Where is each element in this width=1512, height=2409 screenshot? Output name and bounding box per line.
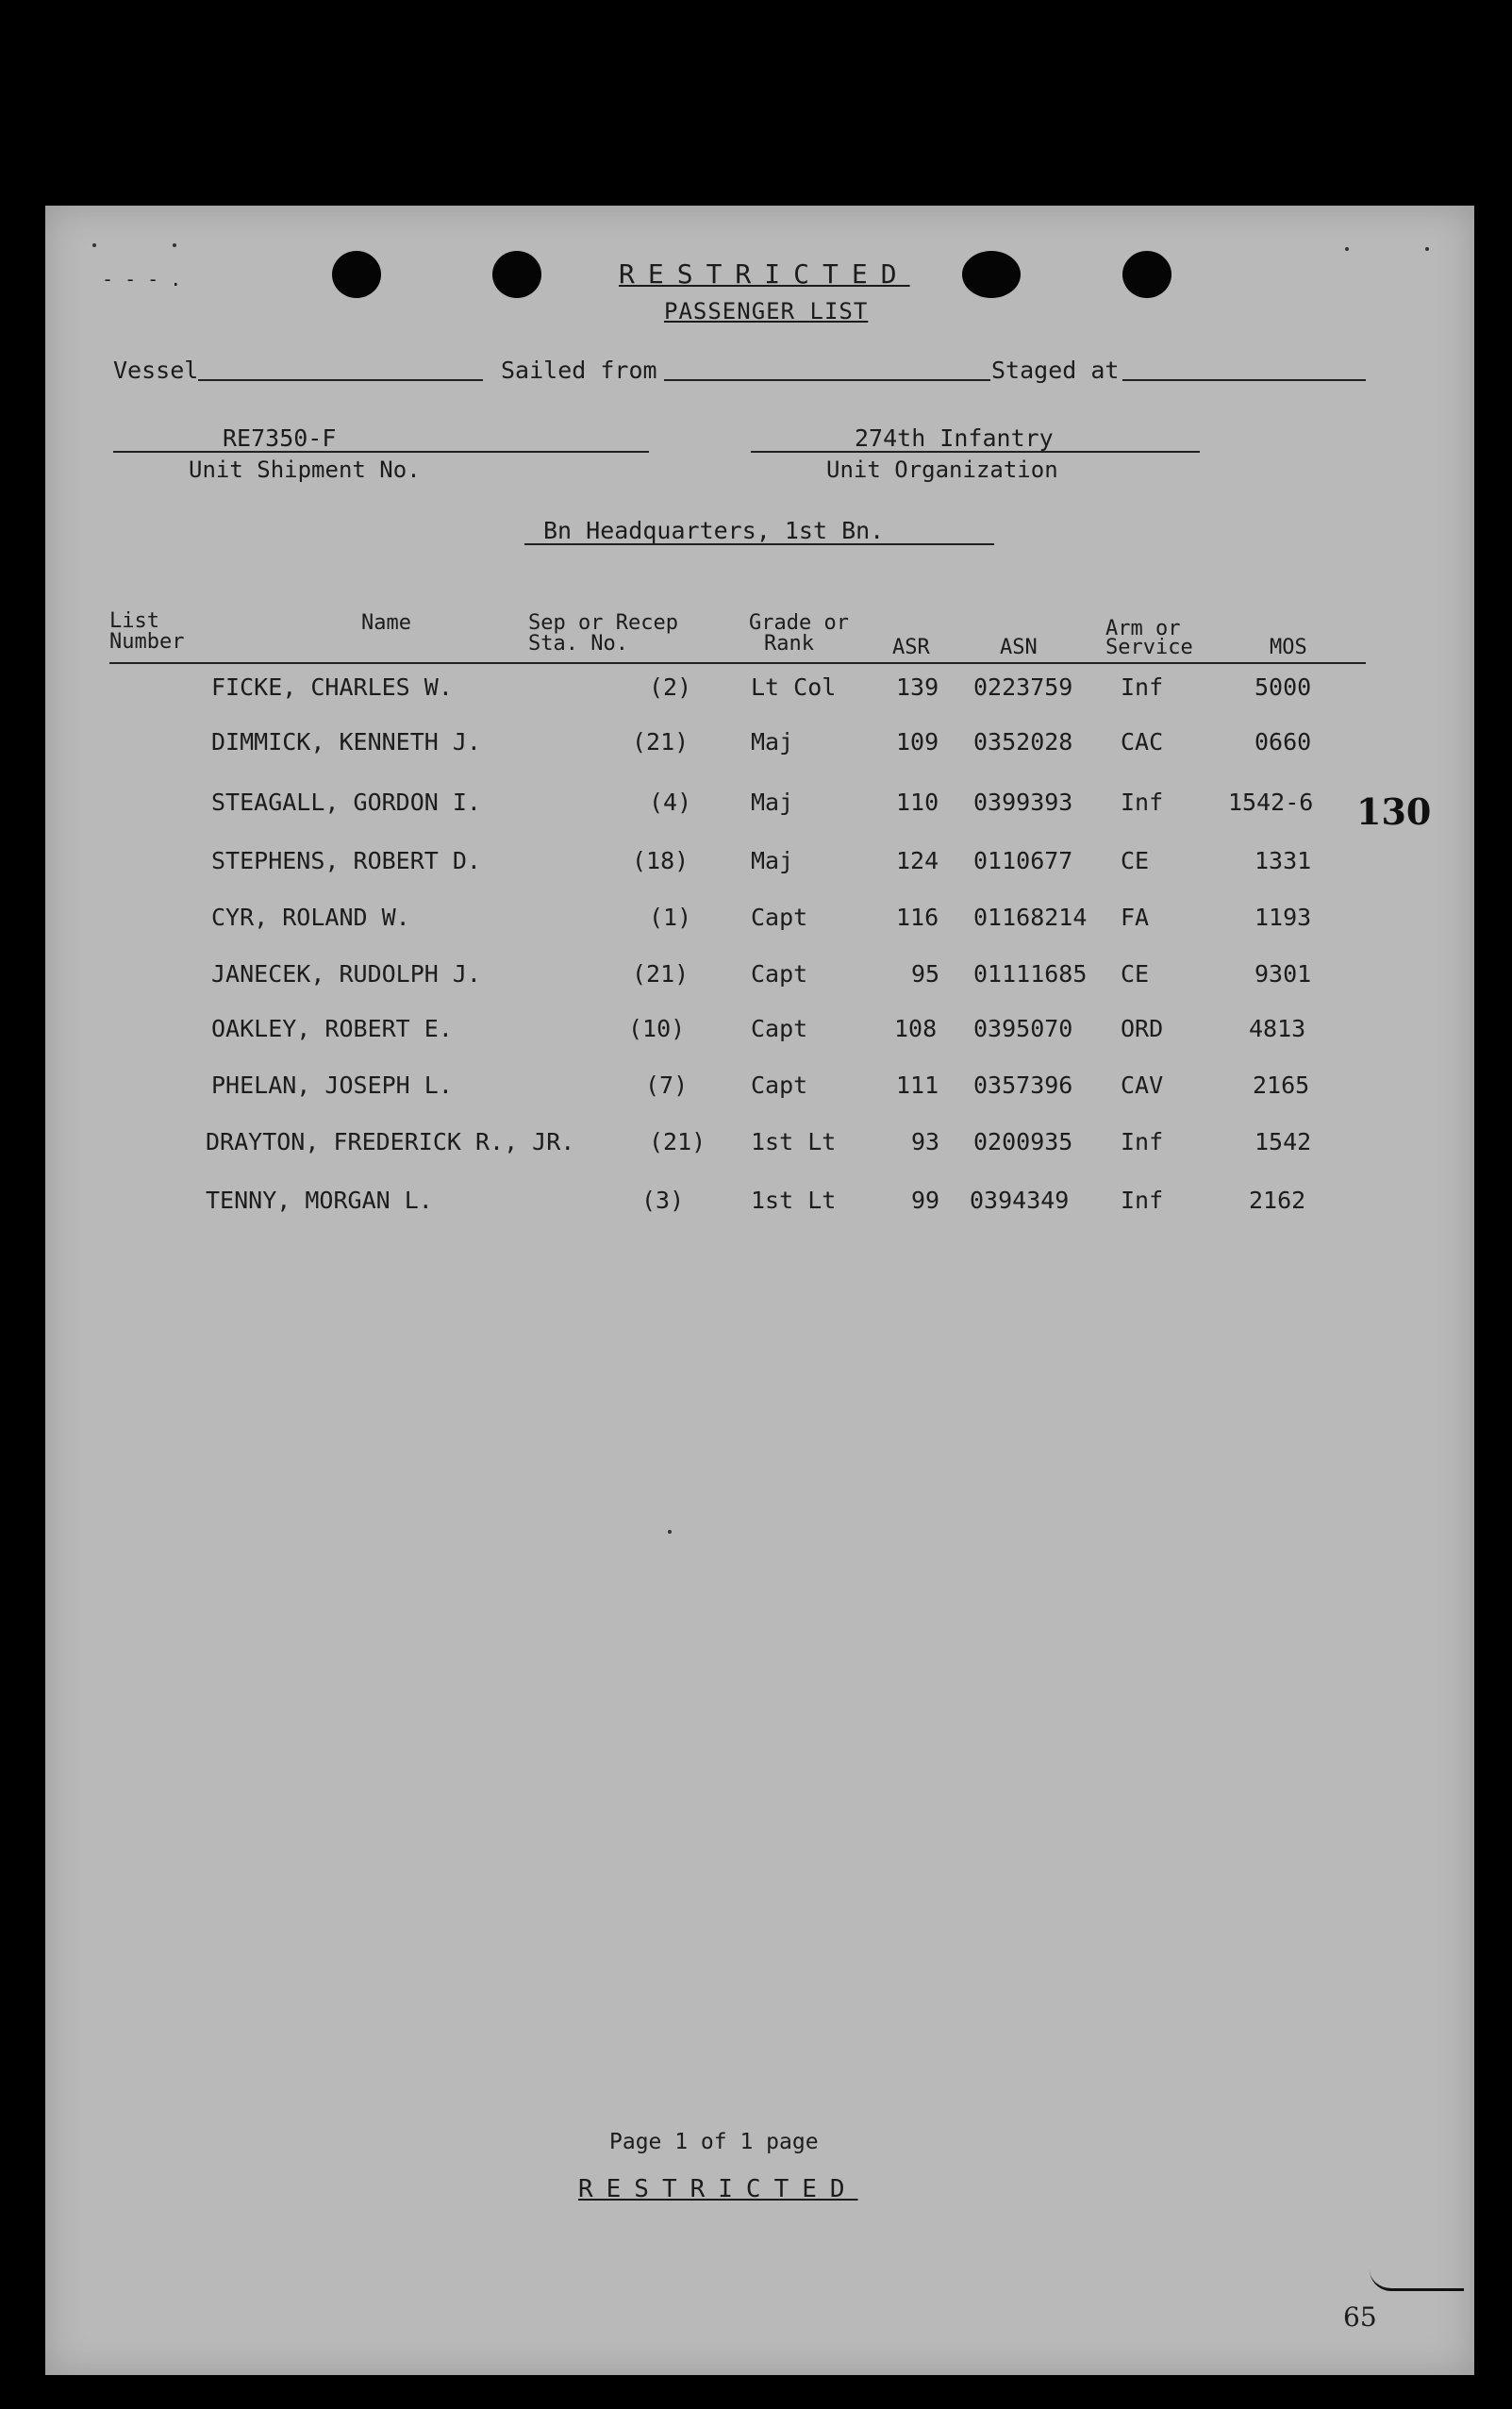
arm-service: FA — [1121, 904, 1150, 931]
asn: 0110677 — [973, 847, 1073, 874]
passenger-name: DIMMICK, KENNETH J. — [211, 728, 481, 756]
col-sep-2: Sta. No. — [528, 632, 628, 656]
table-row — [45, 1128, 1474, 1166]
sailed-from-blank — [664, 379, 990, 381]
passenger-list-title: PASSENGER LIST — [664, 298, 869, 324]
col-mos: MOS — [1270, 636, 1307, 659]
vessel-blank — [198, 379, 483, 381]
restricted-footer: RESTRICTED — [578, 2175, 858, 2203]
passenger-name: FICKE, CHARLES W. — [211, 673, 453, 701]
page-count: Page 1 of 1 page — [609, 2130, 819, 2154]
staged-at-blank — [1122, 379, 1366, 381]
asr: 139 — [896, 673, 939, 701]
arm-service: ORD — [1121, 1015, 1164, 1042]
punch-hole — [1122, 251, 1171, 298]
mos: 1542-6 — [1228, 789, 1314, 816]
punch-hole — [332, 251, 381, 298]
sep-station: (10) — [628, 1015, 686, 1042]
asr: 99 — [911, 1187, 940, 1214]
unit-shipment-caption: Unit Shipment No. — [189, 457, 421, 483]
passenger-name: STEAGALL, GORDON I. — [211, 789, 481, 816]
unit-organization-caption: Unit Organization — [826, 457, 1058, 483]
table-row — [45, 728, 1474, 766]
grade: 1st Lt — [751, 1187, 837, 1214]
mos: 1542 — [1254, 1128, 1312, 1155]
asn: 0223759 — [973, 673, 1073, 701]
col-grade-1: Grade or — [749, 611, 849, 635]
asn: 0357396 — [973, 1072, 1073, 1099]
sep-station: (4) — [649, 789, 692, 816]
sep-station: (1) — [649, 904, 692, 931]
handwritten-stroke — [1370, 2269, 1464, 2291]
mos: 9301 — [1254, 960, 1312, 988]
table-row — [45, 1072, 1474, 1109]
arm-service: Inf — [1121, 1128, 1164, 1155]
passenger-name: STEPHENS, ROBERT D. — [211, 847, 481, 874]
asn: 0200935 — [973, 1128, 1073, 1155]
table-row — [45, 1015, 1474, 1053]
asr: 108 — [894, 1015, 938, 1042]
col-sep-1: Sep or Recep — [528, 611, 678, 635]
col-list-number-1: List — [109, 609, 159, 633]
unit-organization-line — [751, 451, 1200, 453]
col-asr: ASR — [892, 636, 930, 659]
sep-station: (18) — [632, 847, 690, 874]
arm-service: Inf — [1121, 673, 1164, 701]
asr: 124 — [896, 847, 939, 874]
stray-mark — [173, 243, 176, 247]
asn: 01111685 — [973, 960, 1088, 988]
punch-hole — [492, 251, 541, 298]
grade: Maj — [751, 728, 794, 756]
sep-station: (21) — [649, 1128, 706, 1155]
asn: 0394349 — [970, 1187, 1070, 1214]
arm-service: CAV — [1121, 1072, 1164, 1099]
arm-service: Inf — [1121, 789, 1164, 816]
table-row — [45, 789, 1474, 826]
sep-station: (21) — [632, 728, 690, 756]
grade: Capt — [751, 1015, 808, 1042]
mos: 5000 — [1254, 673, 1312, 701]
battalion-label: Bn Headquarters, 1st Bn. — [543, 517, 885, 544]
asr: 93 — [911, 1128, 940, 1155]
arm-service: Inf — [1121, 1187, 1164, 1214]
passenger-name: OAKLEY, ROBERT E. — [211, 1015, 453, 1042]
stray-dashes: - - - . — [102, 268, 182, 291]
sailed-from-label: Sailed from — [501, 357, 657, 384]
asr: 116 — [896, 904, 939, 931]
grade: Capt — [751, 1072, 808, 1099]
restricted-header: RESTRICTED — [619, 258, 910, 290]
unit-organization-value: 274th Infantry — [855, 424, 1054, 452]
header-rule — [109, 662, 1366, 664]
stray-mark — [92, 243, 96, 247]
sep-station: (2) — [649, 673, 692, 701]
asr: 109 — [896, 728, 939, 756]
col-asn: ASN — [1000, 636, 1038, 659]
arm-service: CE — [1121, 960, 1150, 988]
grade: Lt Col — [751, 673, 837, 701]
mos: 1331 — [1254, 847, 1312, 874]
passenger-name: JANECEK, RUDOLPH J. — [211, 960, 481, 988]
grade: Capt — [751, 904, 808, 931]
asr: 95 — [911, 960, 940, 988]
mos: 2165 — [1253, 1072, 1310, 1099]
page-stamp-number: 130 — [1356, 790, 1432, 833]
table-row — [45, 673, 1474, 711]
passenger-name: PHELAN, JOSEPH L. — [211, 1072, 453, 1099]
passenger-name: TENNY, MORGAN L. — [206, 1187, 433, 1214]
arm-service: CAC — [1121, 728, 1164, 756]
asr: 111 — [896, 1072, 939, 1099]
col-list-number-2: Number — [109, 630, 185, 654]
handwritten-page-number: 65 — [1343, 2301, 1377, 2333]
passenger-name: DRAYTON, FREDERICK R., JR. — [206, 1128, 575, 1155]
unit-shipment-line — [113, 451, 649, 453]
col-grade-2: Rank — [764, 632, 814, 656]
mos: 0660 — [1254, 728, 1312, 756]
mos: 1193 — [1254, 904, 1312, 931]
sep-station: (21) — [632, 960, 690, 988]
passenger-name: CYR, ROLAND W. — [211, 904, 410, 931]
grade: Maj — [751, 847, 794, 874]
asn: 01168214 — [973, 904, 1088, 931]
battalion-line — [524, 543, 994, 545]
stray-mark — [1345, 247, 1349, 251]
mos: 4813 — [1249, 1015, 1306, 1042]
asn: 0352028 — [973, 728, 1073, 756]
mos: 2162 — [1249, 1187, 1306, 1214]
document-page — [45, 206, 1474, 2375]
grade: Maj — [751, 789, 794, 816]
col-name: Name — [361, 611, 411, 635]
table-row — [45, 960, 1474, 998]
col-arm-2: Service — [1105, 636, 1193, 659]
asn: 0399393 — [973, 789, 1073, 816]
punch-hole — [962, 251, 1021, 298]
sep-station: (3) — [641, 1187, 685, 1214]
col-arm-1: Arm or — [1105, 617, 1181, 640]
staged-at-label: Staged at — [991, 357, 1120, 384]
table-row — [45, 1187, 1474, 1224]
asr: 110 — [896, 789, 939, 816]
asn: 0395070 — [973, 1015, 1073, 1042]
table-row — [45, 847, 1474, 885]
grade: 1st Lt — [751, 1128, 837, 1155]
table-row — [45, 904, 1474, 941]
unit-shipment-value: RE7350-F — [223, 424, 337, 452]
arm-service: CE — [1121, 847, 1150, 874]
stray-mark — [1425, 247, 1429, 251]
stray-mark — [668, 1530, 672, 1534]
grade: Capt — [751, 960, 808, 988]
vessel-label: Vessel — [113, 357, 199, 384]
sep-station: (7) — [645, 1072, 689, 1099]
